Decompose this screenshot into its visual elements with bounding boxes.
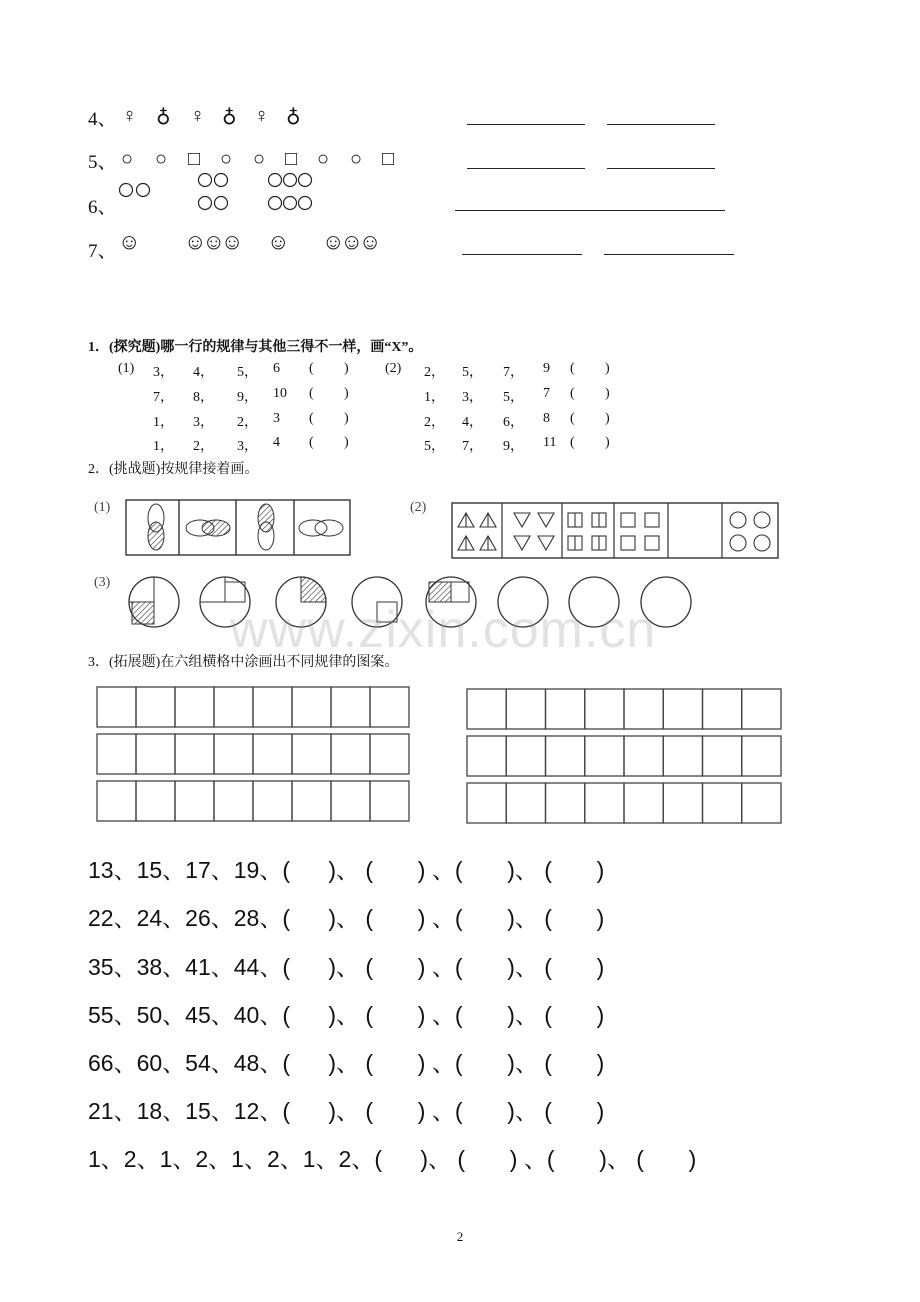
coloring-cell[interactable]	[703, 736, 742, 776]
sequence-row[interactable]: 21、18、15、12、( )、 ( ) 、( )、 ( )	[88, 1098, 605, 1124]
coloring-cell[interactable]	[175, 734, 214, 774]
coloring-cell[interactable]	[253, 687, 292, 727]
right-cell: 7	[543, 386, 550, 401]
left-cell[interactable]: (	[309, 411, 314, 426]
right-cell: 5，	[424, 439, 445, 454]
coloring-cell[interactable]	[546, 689, 585, 729]
left-cell[interactable]: )	[344, 411, 349, 426]
left-cell: 4	[273, 435, 280, 450]
coloring-cell[interactable]	[546, 736, 585, 776]
coloring-cell[interactable]	[370, 734, 409, 774]
left-cell[interactable]: (	[309, 361, 314, 376]
smiley-icon: ☺	[267, 229, 290, 254]
coloring-cell[interactable]	[585, 689, 624, 729]
coloring-cell[interactable]	[175, 687, 214, 727]
square-icon: □	[382, 148, 395, 170]
question-3-title: 3．(拓展题)在六组横格中涂画出不同规律的图案。	[88, 655, 399, 670]
right-cell: 3，	[462, 390, 483, 405]
coloring-cell[interactable]	[467, 736, 506, 776]
coloring-cell[interactable]	[331, 781, 370, 821]
coloring-cell[interactable]	[742, 736, 781, 776]
coloring-cell[interactable]	[663, 783, 702, 823]
coloring-row[interactable]	[466, 782, 784, 826]
answer-line[interactable]	[467, 124, 585, 125]
four-circles-icon	[197, 172, 233, 212]
three-smileys-icon: ☺☺☺	[184, 229, 240, 254]
coloring-cell[interactable]	[136, 687, 175, 727]
left-cell[interactable]: )	[344, 435, 349, 450]
right-cell: 5，	[462, 365, 483, 380]
right-cell: 6，	[503, 415, 524, 430]
earth-symbol-icon: ♁	[222, 105, 237, 127]
page-number: 2	[456, 1229, 464, 1244]
left-cell: 7，	[153, 390, 174, 405]
sequence-row[interactable]: 13、15、17、19、( )、 ( ) 、( )、 ( )	[88, 857, 605, 883]
earth-symbol-icon: ♁	[286, 105, 301, 127]
coloring-row[interactable]	[96, 733, 412, 777]
coloring-cell[interactable]	[703, 783, 742, 823]
coloring-cell[interactable]	[214, 687, 253, 727]
right-cell[interactable]: (	[570, 435, 575, 450]
left-cell: 3，	[237, 439, 258, 454]
female-symbol-icon: ♀	[122, 105, 137, 127]
circle-icon: ○	[350, 148, 363, 170]
part-2-label: (2)	[385, 361, 402, 376]
right-cell[interactable]: )	[605, 386, 610, 401]
coloring-cell[interactable]	[175, 781, 214, 821]
answer-line[interactable]	[467, 168, 585, 169]
coloring-cell[interactable]	[214, 734, 253, 774]
right-cell: 9，	[503, 439, 524, 454]
left-cell: 3，	[153, 365, 174, 380]
sequence-row[interactable]: 1、2、1、2、1、2、1、2、( )、 ( ) 、( )、 ( )	[88, 1146, 697, 1172]
row-5-label: 5、	[88, 152, 117, 173]
coloring-cell[interactable]	[370, 687, 409, 727]
coloring-cell[interactable]	[292, 781, 331, 821]
answer-line[interactable]	[462, 254, 582, 255]
question-2-title: 2．(挑战题)按规律接着画。	[88, 462, 259, 477]
three-smileys-icon: ☺☺☺	[322, 229, 378, 254]
coloring-cell[interactable]	[703, 689, 742, 729]
female-symbol-icon: ♀	[254, 105, 269, 127]
two-circles-icon	[118, 182, 154, 198]
coloring-row[interactable]	[466, 735, 784, 779]
coloring-row[interactable]	[466, 688, 784, 732]
coloring-cell[interactable]	[506, 689, 545, 729]
figure-1-label: (1)	[94, 500, 111, 515]
coloring-cell[interactable]	[585, 783, 624, 823]
left-cell: 2，	[193, 439, 214, 454]
coloring-cell[interactable]	[136, 781, 175, 821]
coloring-cell[interactable]	[624, 736, 663, 776]
right-cell: 8	[543, 411, 550, 426]
left-cell: 3	[273, 411, 280, 426]
six-circles-icon	[266, 172, 316, 212]
coloring-cell[interactable]	[97, 781, 136, 821]
circle-icon: ○	[155, 148, 168, 170]
coloring-cell[interactable]	[292, 687, 331, 727]
coloring-cell[interactable]	[467, 689, 506, 729]
right-cell[interactable]: (	[570, 386, 575, 401]
right-cell: 9	[543, 361, 550, 376]
part-1-label: (1)	[118, 361, 135, 376]
answer-line[interactable]	[607, 124, 715, 125]
left-cell[interactable]: )	[344, 386, 349, 401]
coloring-cell[interactable]	[331, 687, 370, 727]
coloring-cell[interactable]	[331, 734, 370, 774]
coloring-cell[interactable]	[624, 783, 663, 823]
circle-icon: ○	[317, 148, 330, 170]
right-cell: 4，	[462, 415, 483, 430]
row-6-label: 6、	[88, 197, 117, 218]
watermark: www.zixin.com.cn	[230, 601, 657, 659]
coloring-cell[interactable]	[97, 687, 136, 727]
right-cell: 11	[543, 435, 557, 450]
coloring-cell[interactable]	[585, 736, 624, 776]
left-cell: 4，	[193, 365, 214, 380]
coloring-cell[interactable]	[214, 781, 253, 821]
right-cell[interactable]: (	[570, 361, 575, 376]
left-cell[interactable]: (	[309, 435, 314, 450]
left-cell[interactable]: )	[344, 361, 349, 376]
figure-3-label: (3)	[94, 575, 111, 590]
coloring-cell[interactable]	[136, 734, 175, 774]
left-cell: 10	[273, 386, 287, 401]
right-cell: 5，	[503, 390, 524, 405]
coloring-cell[interactable]	[292, 734, 331, 774]
earth-symbol-icon: ♁	[156, 105, 171, 127]
sequence-row[interactable]: 55、50、45、40、( )、 ( ) 、( )、 ( )	[88, 1002, 605, 1028]
right-cell: 2，	[424, 415, 445, 430]
coloring-row[interactable]	[96, 780, 412, 824]
square-icon: □	[188, 148, 201, 170]
row-7-label: 7、	[88, 241, 117, 262]
left-cell: 1，	[153, 415, 174, 430]
left-cell: 1，	[153, 439, 174, 454]
answer-line[interactable]	[607, 168, 715, 169]
right-cell: 7，	[503, 365, 524, 380]
right-cell: 2，	[424, 365, 445, 380]
coloring-cell[interactable]	[742, 689, 781, 729]
right-cell[interactable]: )	[605, 411, 610, 426]
coloring-cell[interactable]	[663, 736, 702, 776]
coloring-cell[interactable]	[370, 781, 409, 821]
coloring-cell[interactable]	[253, 734, 292, 774]
left-cell: 5，	[237, 365, 258, 380]
right-cell[interactable]: )	[605, 435, 610, 450]
row-4-label: 4、	[88, 109, 117, 130]
coloring-cell[interactable]	[253, 781, 292, 821]
square-icon: □	[285, 148, 298, 170]
circle-icon: ○	[121, 148, 134, 170]
figure-2-shape-boxes	[450, 500, 782, 562]
sequence-row[interactable]: 22、24、26、28、( )、 ( ) 、( )、 ( )	[88, 905, 605, 931]
left-cell: 3，	[193, 415, 214, 430]
left-cell: 9，	[237, 390, 258, 405]
left-cell: 2，	[237, 415, 258, 430]
right-cell: 1，	[424, 390, 445, 405]
answer-line[interactable]	[604, 254, 734, 255]
coloring-cell[interactable]	[663, 689, 702, 729]
right-cell: 7，	[462, 439, 483, 454]
coloring-cell[interactable]	[624, 689, 663, 729]
right-cell[interactable]: )	[605, 361, 610, 376]
coloring-cell[interactable]	[546, 783, 585, 823]
right-cell[interactable]: (	[570, 411, 575, 426]
coloring-cell[interactable]	[506, 736, 545, 776]
figure-1-ellipse-boxes	[124, 498, 354, 558]
coloring-cell[interactable]	[467, 783, 506, 823]
smiley-icon: ☺	[118, 229, 141, 254]
question-1-title: 1．(探究题)哪一行的规律与其他三得不一样，画“X”。	[88, 340, 423, 355]
sequence-row[interactable]: 35、38、41、44、( )、 ( ) 、( )、 ( )	[88, 954, 605, 980]
female-symbol-icon: ♀	[190, 105, 205, 127]
circle-icon: ○	[220, 148, 233, 170]
coloring-cell[interactable]	[506, 783, 545, 823]
figure-2-label: (2)	[410, 500, 427, 515]
left-cell: 6	[273, 361, 280, 376]
left-cell[interactable]: (	[309, 386, 314, 401]
circle-icon: ○	[253, 148, 266, 170]
left-cell: 8，	[193, 390, 214, 405]
sequence-row[interactable]: 66、60、54、48、( )、 ( ) 、( )、 ( )	[88, 1050, 605, 1076]
coloring-cell[interactable]	[97, 734, 136, 774]
coloring-row[interactable]	[96, 686, 412, 730]
coloring-cell[interactable]	[742, 783, 781, 823]
answer-line[interactable]	[455, 210, 725, 211]
